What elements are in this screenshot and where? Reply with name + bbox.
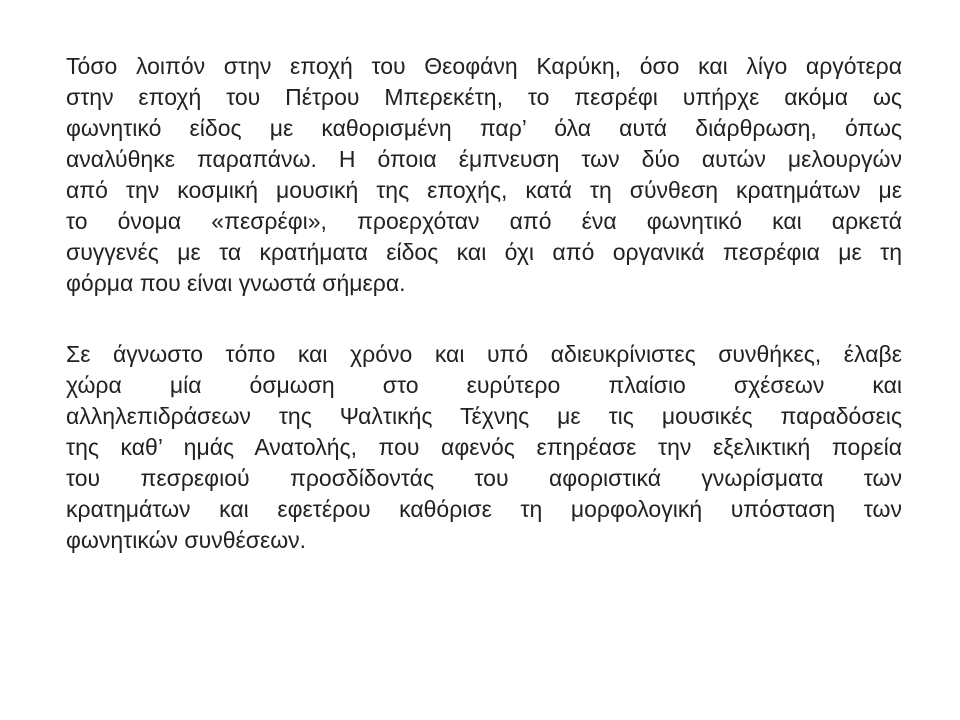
paragraph-2 [66,339,902,556]
paragraph-line: στην εποχή του Πέτρου Μπερεκέτη, το πεσρέφι υπήρχε ακόμα ως [66,84,902,110]
paragraph-line: φωνητικό είδος με καθορισμένη παρ’ όλα αυτά διάρθρωση, όπως [66,115,902,141]
paragraph-line: το όνομα «πεσρέφι», προερχόταν από ένα φωνητικό και αρκετά [66,208,902,234]
paragraph-line: χώρα μία όσμωση στο ευρύτερο πλαίσιο σχέσεων και [66,372,902,398]
paragraph-line: από την κοσμική μουσική της εποχής, κατά τη σύνθεση κρατημάτων με [66,177,902,203]
paragraph-line: αναλύθηκε παραπάνω. Η όποια έμπνευση των δύο αυτών μελουργών [66,146,902,172]
paragraph-line: αλληλεπιδράσεων της Ψαλτικής Τέχνης με τις μουσικές παραδόσεις [66,403,902,429]
paragraph-line: της καθ’ ημάς Ανατολής, που αφενός επηρέασε την εξελικτική πορεία [66,434,902,460]
paragraph-line: Σε άγνωστο τόπο και χρόνο και υπό αδιευκρίνιστες συνθήκες, έλαβε [66,341,902,367]
paragraph-line: συγγενές με τα κρατήματα είδος και όχι από οργανικά πεσρέφια με τη [66,239,902,265]
paragraph-line: φωνητικών συνθέσεων. [66,527,307,553]
paragraph-line: φόρμα που είναι γνωστά σήμερα. [66,270,406,296]
paragraph-line: κρατημάτων και εφετέρου καθόρισε τη μορφολογική υπόσταση των [66,496,902,522]
paragraph-1 [66,51,902,299]
paragraph-line: του πεσρεφιού προσδίδοντάς του αφοριστικά γνωρίσματα των [66,465,902,491]
paragraph-line: Τόσο λοιπόν στην εποχή του Θεοφάνη Καρύκη, όσο και λίγο αργότερα [66,53,902,79]
